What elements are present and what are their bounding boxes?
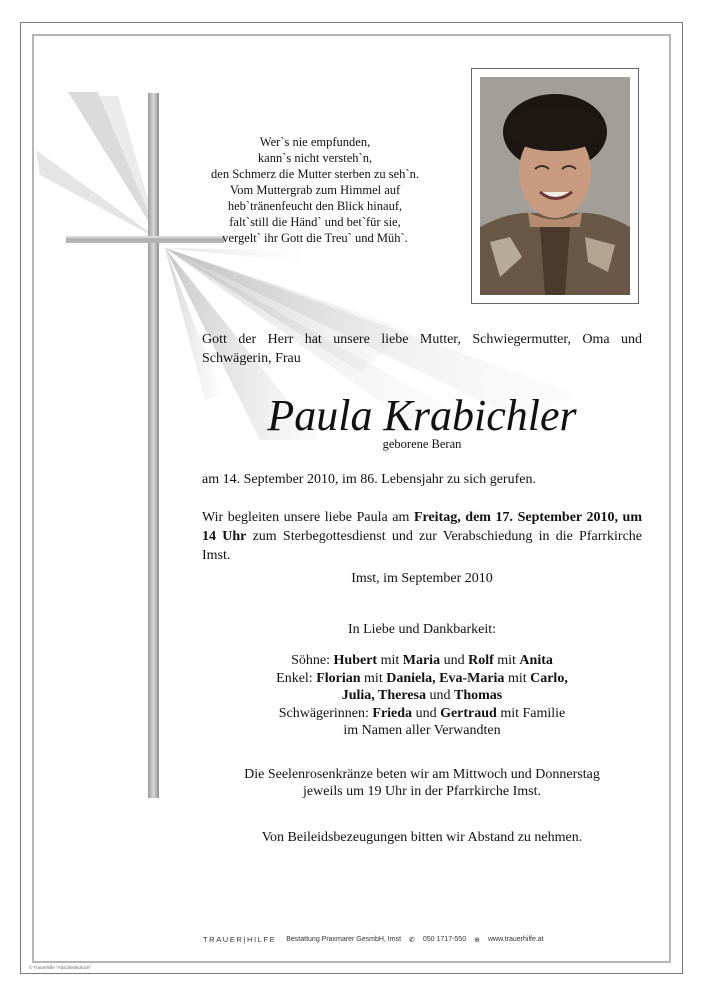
poem-line: heb`tränenfeucht den Blick hinauf,	[227, 199, 403, 213]
sisters-in-law-label: Schwägerinnen:	[278, 705, 373, 721]
place-date: Imst, im September 2010	[351, 571, 493, 586]
grandchildren-label: Enkel:	[276, 670, 317, 686]
funeral-text: zum Sterbegottesdienst und zur Verabschiedung in die Pfarrkirche Imst.	[202, 529, 642, 563]
grandchild-name: Thomas	[454, 688, 503, 703]
spouse-name: Maria	[402, 653, 441, 668]
sister-in-law-name: Frieda	[372, 705, 413, 721]
company-name: Bestattung Praxmarer GesmbH, Imst	[286, 936, 402, 943]
poem-line: kann`s nicht versteh`n,	[257, 151, 373, 165]
poem-line: vergelt` ihr Gott die Treu` und Müh`.	[222, 231, 408, 245]
trauerhilfe-logo: TRAUER|HILFE	[203, 935, 277, 944]
family-list	[202, 652, 642, 740]
connector: mit Familie	[496, 705, 566, 721]
deceased-name: Paula Krabichler	[267, 391, 577, 440]
death-notice: am 14. September 2010, im 86. Lebensjahr zu sich gerufen.	[202, 472, 536, 487]
sisters-in-law-line	[202, 705, 642, 723]
rosary-line: jeweils um 19 Uhr in der Pfarrkirche Imst.	[303, 784, 541, 799]
connector: mit	[493, 653, 520, 668]
spouse-name: Anita	[519, 653, 553, 668]
portrait-frame	[471, 68, 639, 304]
connector: und	[412, 705, 441, 721]
footer	[203, 935, 544, 947]
grandchild-name: Carlo,	[530, 670, 568, 686]
poem	[205, 134, 425, 246]
phone-icon: ✆	[409, 936, 415, 944]
grandchild-name: Julia, Theresa	[341, 688, 427, 703]
condolences-note: Von Beileidsbezeugungen bitten wir Abstand zu nehmen.	[261, 830, 583, 845]
connector: und	[440, 653, 469, 668]
phone-number: 050 1717-550	[422, 936, 467, 943]
connector: mit	[360, 670, 387, 686]
website-link[interactable]: www.trauerhilfe.at	[487, 936, 544, 943]
poem-line: den Schmerz die Mutter sterben zu seh`n.	[211, 167, 419, 181]
rosary-notice	[202, 766, 642, 800]
poem-line: Vom Muttergrab zum Himmel auf	[229, 183, 401, 197]
grandchild-name: Florian	[316, 670, 361, 686]
relatives-line: im Namen aller Verwandten	[343, 723, 501, 738]
funeral-date-time: Freitag, dem 17. September 2010, um 14 Uhr	[202, 510, 642, 544]
portrait-photo	[480, 77, 630, 295]
son-name: Hubert	[333, 653, 378, 668]
poem-line: Wer`s nie empfunden,	[259, 135, 371, 149]
sons-label: Söhne:	[291, 653, 334, 668]
connector: mit	[504, 670, 531, 686]
gratitude-line: In Liebe und Dankbarkeit:	[347, 622, 497, 637]
poem-line: falt`still die Händ` und bet`für sie,	[229, 215, 401, 229]
connector: mit	[377, 653, 403, 668]
funeral-text: Wir begleiten unsere liebe Paula am	[202, 510, 414, 525]
rosary-line: Die Seelenrosenkränze beten wir am Mittwoch und Donnerstag	[244, 767, 600, 782]
maiden-name: geborene Beran	[382, 437, 462, 451]
web-icon: ⊕	[474, 936, 480, 944]
funeral-notice	[202, 508, 642, 565]
son-name: Rolf	[468, 653, 494, 668]
grandchildren-line	[202, 670, 642, 688]
sons-line	[202, 652, 642, 670]
grandchildren-line-2	[202, 687, 642, 705]
intro-text: Gott der Herr hat unsere liebe Mutter, Schwiegermutter, Oma und Schwägerin, Frau	[202, 332, 642, 366]
sister-in-law-name: Gertraud	[440, 705, 497, 721]
grandchild-name: Daniela, Eva-Maria	[386, 670, 505, 686]
connector: und	[426, 688, 455, 703]
copyright: © Trauerhilfe "Abschiedsdruck"	[29, 965, 92, 970]
